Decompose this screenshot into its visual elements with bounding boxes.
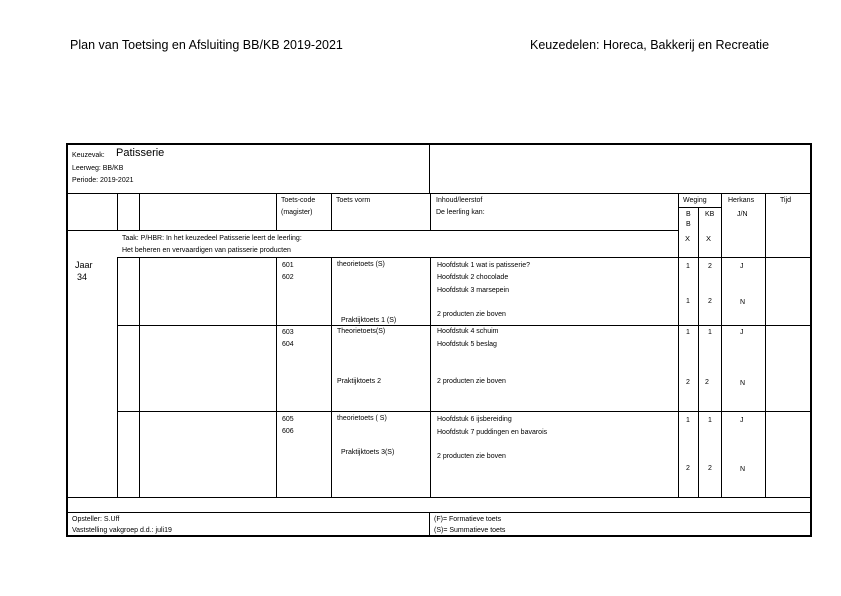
toets-code: 605 — [282, 416, 294, 423]
document-subtitle: Keuzedelen: Horeca, Bakkerij en Recreatie — [530, 38, 770, 52]
weging-kb: 2 — [708, 263, 712, 270]
weging-bb: 1 — [686, 329, 690, 336]
jaar-label: Jaar — [75, 260, 93, 270]
weging-kb: 2 — [708, 298, 712, 305]
toets-vorm: theorietoets ( S) — [337, 415, 387, 422]
leerweg: Leerweg: BB/KB — [72, 165, 124, 172]
x-bb: X — [685, 234, 691, 243]
inhoud-item: Hoofdstuk 2 chocolade — [437, 274, 509, 281]
col-inhoud: Inhoud/leerstof — [436, 197, 483, 204]
weging-kb: 1 — [708, 329, 712, 336]
legend-formatief: (F)= Formatieve toets — [434, 516, 502, 523]
weging-kb: 2 — [708, 465, 712, 472]
keuzevak-value: Patisserie — [116, 147, 165, 159]
herkans: N — [740, 466, 746, 473]
inhoud-item: Hoofdstuk 5 beslag — [437, 341, 497, 348]
keuzevak-label: Keuzevak: — [72, 152, 105, 159]
col-weging-kb: KB — [705, 211, 715, 218]
col-weging-bb: B — [686, 211, 691, 218]
vaststelling: Vaststelling vakgroep d.d.: juli19 — [72, 527, 172, 534]
herkans: N — [740, 299, 746, 306]
inhoud-item: Hoofdstuk 3 marsepein — [437, 287, 509, 294]
col-herkans: Herkans — [728, 197, 755, 204]
toets-code: 606 — [282, 428, 294, 435]
taak-line-1: Taak: P/HBR: In het keuzedeel Patisserie leert de leerling: — [122, 235, 302, 242]
periode: Periode: 2019-2021 — [72, 177, 134, 184]
document-title: Plan van Toetsing en Afsluiting BB/KB 2019-2021 — [70, 38, 343, 52]
weging-kb: 1 — [708, 417, 712, 424]
weging-bb: 1 — [686, 417, 690, 424]
col-toets-code: Toets-code — [281, 197, 316, 204]
herkans: J — [740, 417, 744, 424]
inhoud-item: Hoofdstuk 6 ijsbereiding — [437, 416, 512, 423]
toets-code: 604 — [282, 341, 294, 348]
herkans: J — [740, 263, 744, 270]
weging-bb: 1 — [686, 298, 690, 305]
opsteller: Opsteller: S.Uff — [72, 516, 120, 523]
col-inhoud-sub: De leerling kan: — [436, 209, 485, 216]
x-kb: X — [706, 234, 712, 243]
toets-vorm: Theorietoets(S) — [337, 328, 386, 335]
inhoud-item: Hoofdstuk 7 puddingen en bavarois — [437, 429, 548, 436]
jaar-value: 34 — [77, 272, 88, 282]
weging-bb: 2 — [686, 379, 690, 386]
toets-vorm: theorietoets (S) — [337, 261, 385, 268]
col-weging-bb-2: B — [686, 221, 691, 228]
legend-summatief: (S)= Summatieve toets — [434, 527, 506, 534]
weging-bb: 2 — [686, 465, 690, 472]
toets-code: 602 — [282, 274, 294, 281]
toets-code: 601 — [282, 262, 294, 269]
inhoud-item: Hoofdstuk 4 schuim — [437, 328, 499, 335]
inhoud-item: Hoofdstuk 1 wat is patisserie? — [437, 262, 530, 269]
toets-vorm: Praktijktoets 1 (S) — [341, 317, 397, 324]
col-toets-vorm: Toets vorm — [336, 197, 371, 204]
inhoud-item: 2 producten zie boven — [437, 378, 506, 385]
taak-line-2: Het beheren en vervaardigen van patisserie producten — [122, 247, 291, 254]
col-tijd: Tijd — [780, 197, 792, 204]
toets-code: 603 — [282, 329, 294, 336]
inhoud-item: 2 producten zie boven — [437, 453, 506, 460]
col-weging: Weging — [683, 197, 707, 204]
herkans: J — [740, 329, 744, 336]
toets-vorm: Praktijktoets 2 — [337, 378, 381, 385]
col-herkans-jn: J/N — [737, 211, 748, 218]
col-toets-code-sub: (magister) — [281, 209, 313, 216]
weging-bb: 1 — [686, 263, 690, 270]
herkans: N — [740, 380, 746, 387]
weging-kb: 2 — [705, 379, 709, 386]
inhoud-item: 2 producten zie boven — [437, 311, 506, 318]
toets-vorm: Praktijktoets 3(S) — [341, 449, 395, 456]
